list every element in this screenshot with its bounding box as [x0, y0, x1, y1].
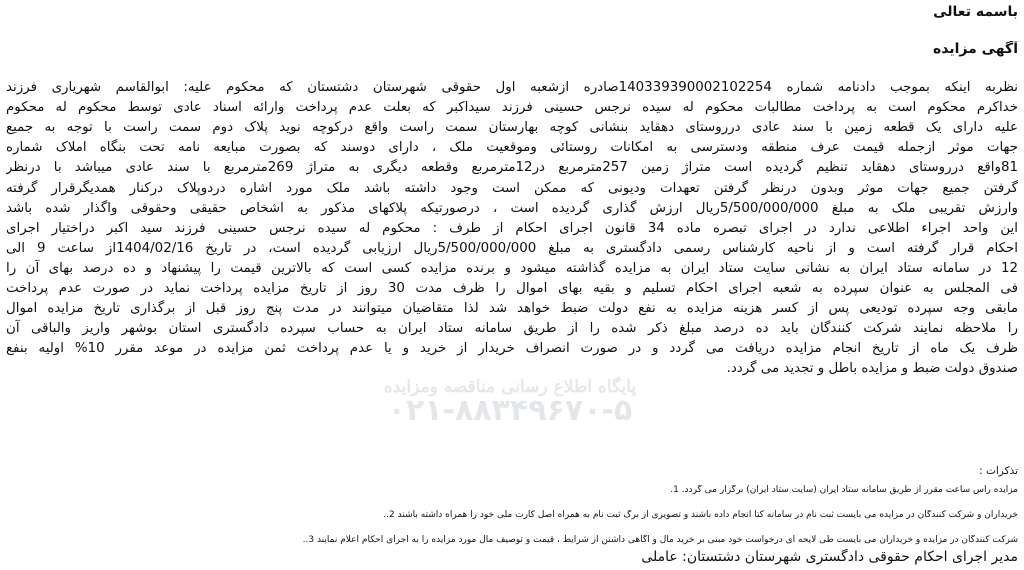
- body-line: صندوق دولت ضبط و مزایده باطل و تجدید می گردد.: [726, 361, 1018, 377]
- watermark: [345, 377, 675, 439]
- signature: مدیر اجرای احکام حقوقی دادگستری شهرستان دشتستان: عاملی: [641, 549, 1018, 565]
- watermark-phone: ۰۲۱-۸۸۳۴۹۶۷۰-۵: [387, 393, 633, 428]
- body-line: 81واقع درروستای دهقاید تنظیم گردیده است متراژ زمین 257مترمربع در12مترمربع وقطعه دیگری به متراژ 269مترمربع با سند عادی میباشد با درنظر: [6, 160, 1018, 176]
- body-line: این واحد اجراء اطلاعی ندارد در اجرای تبصره ماده 34 قانون اجرای احکام از طرف : محکوم له سیده نرجس حسینی فرزند سید اکبر دراختیار اجرای: [6, 220, 1018, 236]
- watermark-text: پایگاه اطلاع رسانی مناقصه ومزایده: [383, 377, 637, 397]
- body-line: احکام قرار گرفته است و از ناحیه کارشناس رسمی دادگستری به مبلغ 5/500/000/000ریال ارزیابی گردیده است، در تاریخ 1404/02/16از ساعت 9 الی: [6, 240, 1018, 256]
- body-line: فی المجلس به عنوان سپرده به شعبه اجرای احکام تسلیم و بقیه بهای اموال را ظرف مدت 30 روز از تاریخ مزایده پرداخت نماید در صورت عدم پرداخت: [6, 281, 1018, 296]
- body-line: ظرف یک ماه از تاریخ انجام مزایده دریافت می گردد و در صورت انصراف خریدار از خرید و یا عدم پرداخت ثمن مزایده در موعد مقرر 10% اولیه بنفع: [6, 341, 1018, 357]
- body-line: علیه دارای یک قطعه زمین با سند عادی درروستای دهقاید بنشانی کوچه بهارستان سمت راست واقع درکوچه نوید پلاک دوم سمت راست با توجه به جمیع: [6, 120, 1018, 136]
- body-line: را ملاحظه نمایند شرکت کنندگان باید ده درصد مبلغ ذکر شده را از طریق سامانه ستاد ایران به حساب سپرده دادگستری استان بوشهر واریز والباقی آن: [6, 321, 1018, 337]
- note-item: خریداران و شرکت کنندگان در مزایده می بایست ثبت نام در سامانه کتا انجام داده باشند و تصویری از برگ ثبت نام به همراه اصل کارت ملی خود را همراه داشته باشند 2..: [383, 510, 1018, 520]
- body-line: جهات موثر ازجمله قیمت عرف منطقه ودسترسی به امکانات روستائی وموقعیت ملک ، دارای دوسند که بصورت مبایعه نامه تحت بنگاه املاک شماره: [6, 140, 1018, 156]
- note-item: مزایده رأس ساعت مقرر از طریق سامانه ستاد ایران (سایت ستاد ایران) برگزار می گردد. 1.: [670, 485, 1018, 495]
- notes-title: تذکرات :: [979, 465, 1018, 477]
- notice-title: آگهی مزایده: [932, 41, 1018, 57]
- body-line: مابقی وجه سپرده تودیعی پس از کسر هزینه مزایده به نفع دولت ضبط خواهد شد لذا متقاضیان میتوانند در مدت پنج روز قبل از برگذاری تاریخ مزایده اموال: [6, 301, 1018, 317]
- body-line: نظربه اینکه بموجب دادنامه شماره 140339390002102254صادره ازشعبه اول حقوقی شهرستان دشتستان که محکوم علیه: ابوالقاسم شهریاری فرزند: [6, 80, 1018, 95]
- body-line: وارزش تقریبی ملک به مبلغ 5/500/000/000ریال ارزش گذاری گردیده است ، درصورتیکه پلاکهای مذکور به اشخاص حقیقی وحقوقی واگذار شده باشد: [6, 200, 1018, 216]
- greeting: باسمه تعالی: [933, 4, 1018, 20]
- body-line: خداکرم محکوم است به پرداخت مطالبات محکوم له سیده نرجس حسینی فرزند سیداکبر که بعلت عدم پرداخت وارائه اسناد عادی توسط محکوم له محکوم: [6, 100, 1018, 116]
- note-item: شرکت کنندگان در مزایده و خریداران می بایست طی لایحه ای درخواست خود مبنی بر خرید مال و آگاهی داشتن از شرایط ، قیمت و توصیف مال مورد مزایده را به اجرای احکام اعلام نمایند 3..: [302, 535, 1018, 545]
- body-line: گرفتن جمیع جهات موثر وبدون درنظر گرفتن تعهدات ودیونی که ممکن است وجود داشته باشد ملک مورد اشاره دردوپلاک درکنار همدیگرقرار گرفته: [6, 180, 1018, 196]
- body-line: 12 در سامانه ستاد ایران به نشانی سایت ستاد ایران به مزایده گذاشته میشود و برنده مزایده کسی است که بالاترین قیمت را پیشنهاد و ده درصد بهای آن را: [6, 260, 1018, 276]
